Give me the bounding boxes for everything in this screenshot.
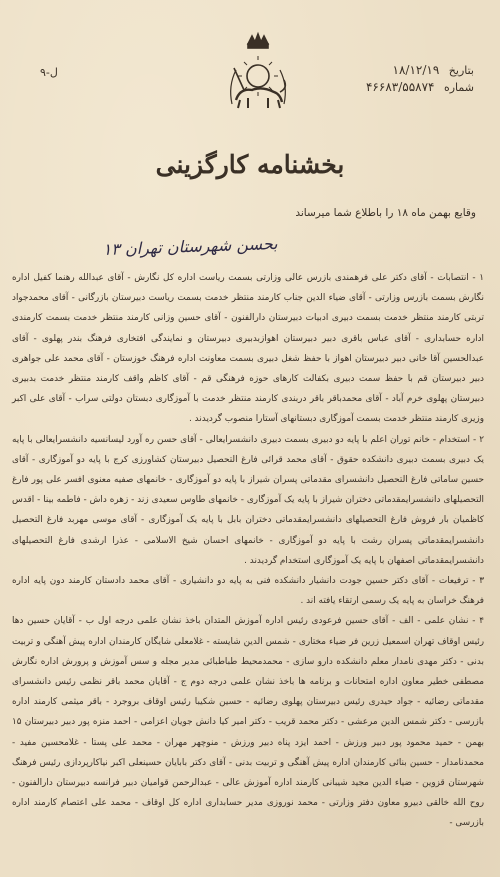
intro-line: وقایع بهمن ماه ۱۸ را باطلاع شما میرساند	[295, 207, 476, 219]
date-row	[324, 62, 474, 79]
paragraph-promotions: ۳ - ترفیعات - آقای دکتر حسین جودت دانشیار دانشکده فنی به پایه دو دانشیاری - آقای محمد دادستان کارمند دون پایه اداره فرهنگ خراسان به پایه یک رسمی ارتقاء یافته اند .	[12, 576, 484, 607]
paragraph-hiring: ۲ - استخدام - خانم توران اعلم با پایه دو دبیری بسمت دبیری دانشسرایعالی - آقای حسن ره آورد لیسانسیه دانشسرایعالی با پایه یک دبیری بسمت دبیری دانشکده حقوق - آقای محمد قرائی فارغ التحصیل دبیرستان کشاورزی کرج با پایه دو آموزگاری - آقای حسین ساماتی فارغ التحصیل دانشسرای مقدماتی پسران شیراز با پایه دو آموزگاری - خانمهای صفیه معنوی افسر علی پور فارغ التحصیلهای دانشسرایمقدماتی دختران شیراز با پایه یک آموزگاری - خانمهای طاوس سعیدی زند - زهره داش - فاطمه بینا - اقدس کاظمیان بار فروش فارغ التحصیلهای دانشسرایمقدماتی دختران بابل با پایه یک آموزگاری - آقای موسی مهربد فارغ التحصیل دانشسرایمقدماتی پسران رشت با پایه دو آموزگاری - خانمهای احسان شیخ الاسلامی - عذرا ارشدی فارغ التحصیلهای دانشسرایمقدماتی اصفهان با پایه یک آموزگاری استخدام گردیدند .	[12, 434, 484, 566]
document-body	[12, 268, 484, 834]
number-row	[324, 79, 474, 96]
lion-and-sun-emblem-icon	[222, 30, 294, 114]
handwritten-text: بحسن شهرستان تهران ۱۳	[102, 233, 278, 260]
paragraph-medals: ۴ - نشان علمی - الف - آقای حسین فرعودی رئیس اداره آموزش المتدان باخذ نشان علمی درجه اول ب - آقایان حسین دها رئیس اوقاف تهران اسمعیل زرین فر ضیاء مختاری - شمس الدین شایسته - غلامعلی شایگان کارمندان اداره پیش آهنگی و تربیت بدنی - دکتر مهدی نامدار معلم دانشکده دارو سازی - محمدمحیط طباطبائی مدیر مجله و سس آموزش و پرورش اداره نگارش مصطفی خطیر معاون اداره امتحانات و برنامه ها باخذ نشان علمی درجه دوم ج - آقایان محمد باقر نظمی رئیس دانشسرای مقدماتی رضائیه - جواد حیدری رئیس دبیرستان پهلوی رضائیه - حسین شکیبا رئیس اوقاف بروجرد - باقر میثمی کارمند اداره بازرسی - دکتر شمس الدین مرعشی - دکتر محمد قریب - دکتر امیر کیا دانش جویان اعزامی - احمد منزه پور دبیر دبیرستان ۱۵ بهمن - حمید محمود پور دبیر ورزش - احمد ایزد پناه دبیر ورزش - منوچهر مهران - محمد علی پستا - غلامحسین مفید - محمدنامدار - حسین بنائی کارمندان اداره پیش آهنگی و تربیت بدنی - آقای دکتر بابایان حسینعلی اکبر نیاکارپردازی رئیس فرهنگ شهرستان قزوین - ضیاء الدین مجید شیبانی کارمند اداره آموزش عالی - عبدالرحمن قوامیان دبیر فرانسه دبیرستان دارالفنون - روح الله خالقی دبیرو معاون دفتر وزارتی - محمد نوروزی مدیر حسابداری اداره کل اوقاف - محمد علی اعتصام کارمند اداره بازرسی -	[12, 616, 484, 829]
document-code: ل-۹	[40, 66, 58, 79]
date-label: بتاریخ	[448, 64, 474, 77]
number-value: ۴۶۶۸۳/۵۵۸۷۴	[365, 80, 435, 94]
number-label: شماره	[443, 81, 474, 94]
date-value: ۱۸/۱۲/۱۹	[392, 63, 440, 77]
handwritten-annotation	[90, 226, 290, 262]
paragraph-appointments: ۱ - انتصابات - آقای دکتر علی فرهمندی بازرس عالی وزارتی بسمت ریاست اداره کل نگارش - آقای عبدالله رهنما کفیل اداره نگارش بسمت بازرس وزارتی - آقای ضیاء الدین جناب کارمند منتظر خدمت بسمت ریاست دبیرستان بازرگانی - آقای محمدجواد تربتی کارمند منتظر خدمت بسمت دبیری ادبیات دبیرستان دارالفنون - آقای حسین وزانی کارمند منتظر خدمت بسمت کارمندی اداره حسابداری - آقای عباس باقری دبیر دبیرستان اهوازبدبیری دبیرستان و نمایندگی افتخاری فرهنگ بندر پهلوی - آقای عبدالحسین آقا خانی دبیر دبیرستان اهواز با حفظ شغل دبیری بسمت معاونت اداره فرهنگ خوزستان - آقای محمد علی جواهری دبیر دبیرستان قم با حفظ سمت دبیری بکفالت کارهای حوزه فرهنگی قم - آقای کاظم واقف کارمند منتظر خدمت بدبیری دبیرستان پهلوی خرم آباد - آقای محمدباقر باقر دربندی کارمند منتظر خدمت با آموزگاری دبستان دولتی سراب - آقای علی اکبر وزیری کارمند منتظر خدمت بسمت آموزگاری دبستانهای آستارا منصوب گردیدند .	[12, 273, 484, 425]
document-meta	[324, 62, 474, 96]
document-title: بخشنامه کارگزینی	[155, 150, 345, 179]
